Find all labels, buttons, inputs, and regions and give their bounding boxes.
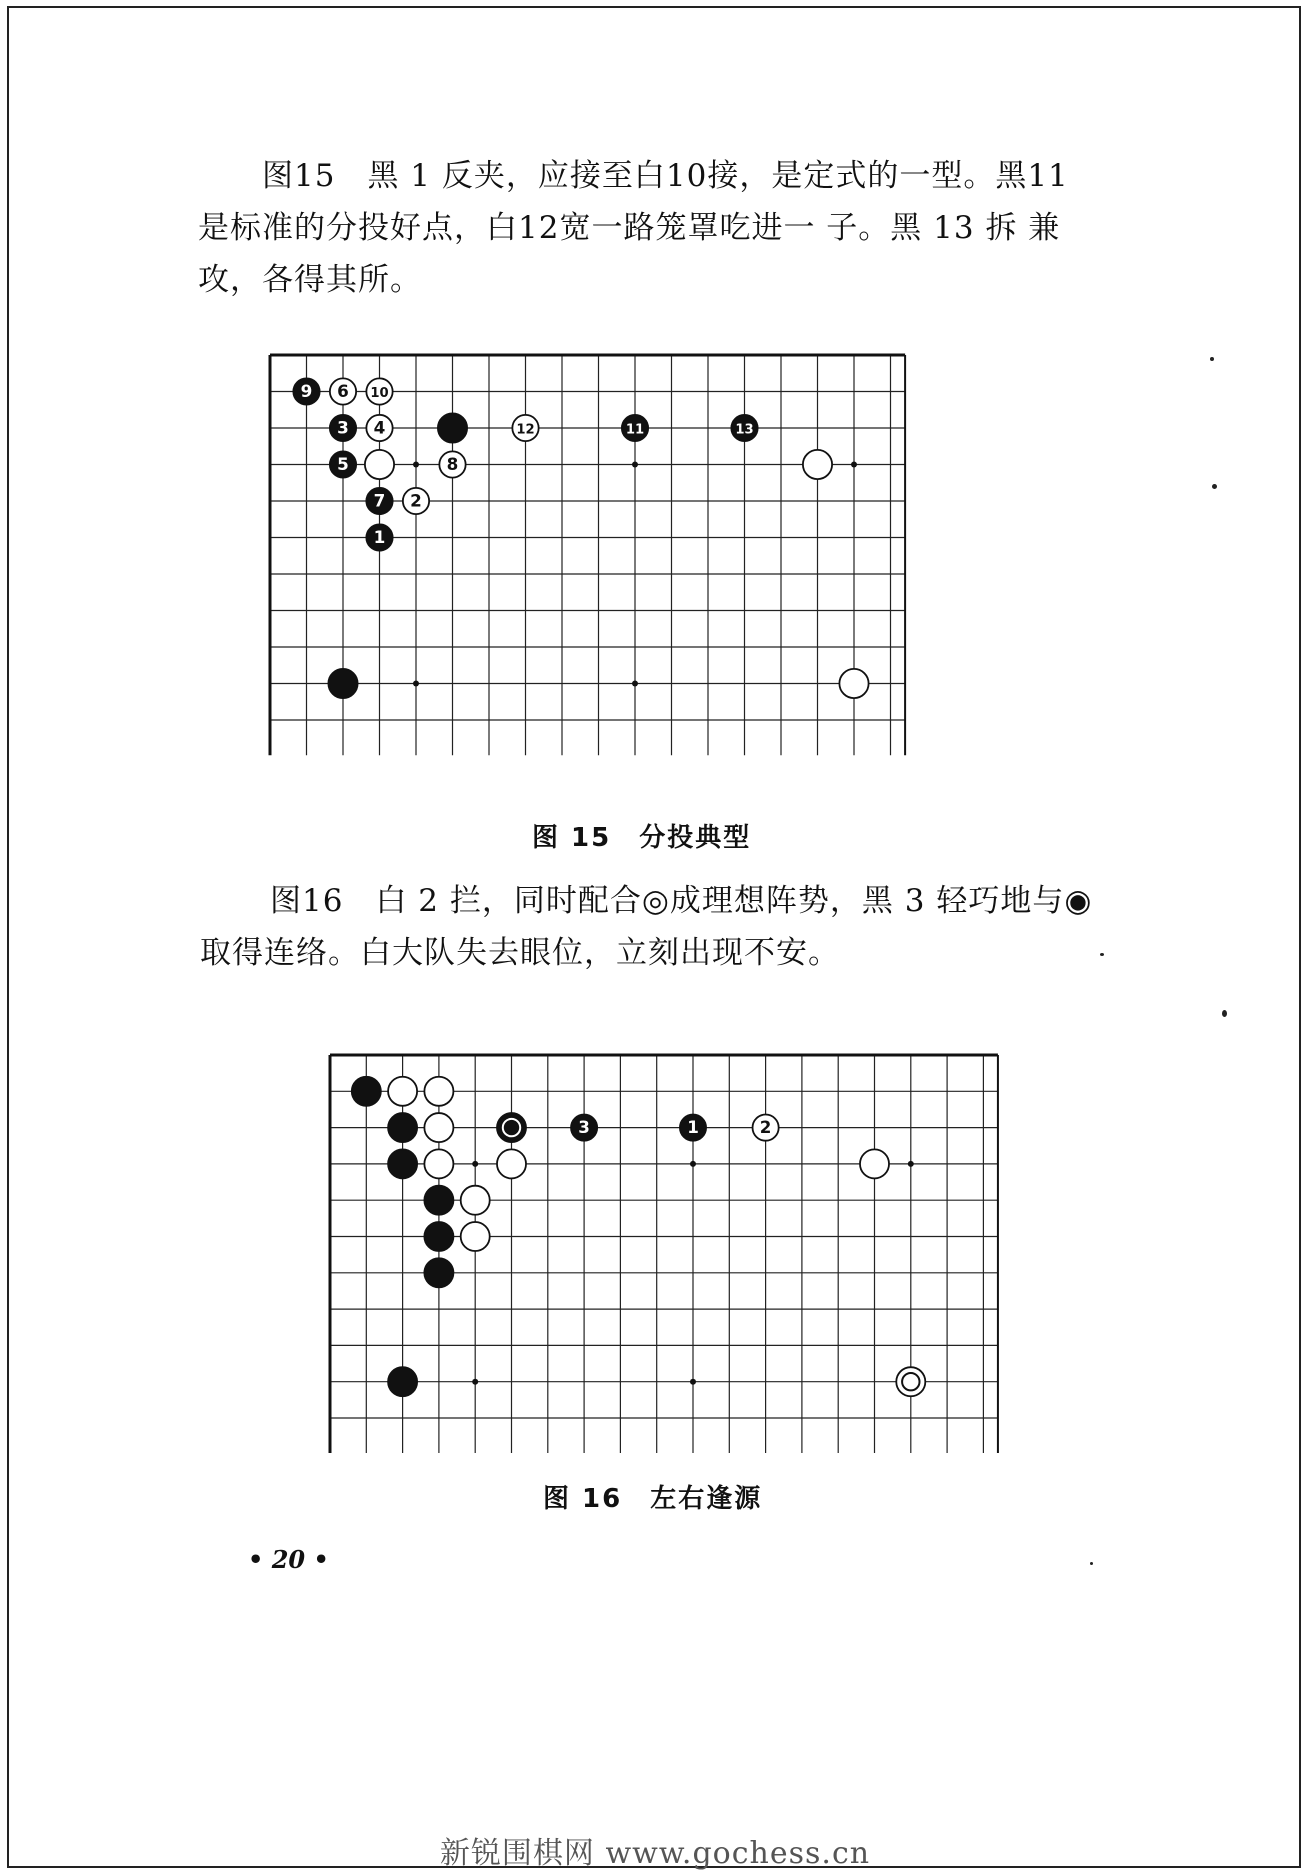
white-stone [366, 415, 392, 441]
white-stone [365, 450, 394, 479]
black-stone [424, 1186, 453, 1215]
footer-watermark: 新锐围棋网 www.gochess.cn [439, 1836, 871, 1871]
stone-label: 8 [446, 453, 459, 474]
paragraph-figure-15 [198, 150, 1069, 306]
white-stone [896, 1367, 925, 1396]
white-stone [388, 1077, 417, 1106]
black-stone [330, 415, 356, 441]
stone-label: 3 [578, 1118, 590, 1138]
black-stone [622, 415, 648, 441]
black-stone [328, 669, 357, 698]
white-stone [366, 378, 392, 404]
black-stone [388, 1367, 417, 1396]
caption-figure-16: 图 16 左右逢源 [543, 1484, 763, 1514]
black-stone [388, 1149, 417, 1178]
caption-figure-15: 图 15 分投典型 [532, 823, 752, 853]
black-stone [497, 1113, 526, 1142]
black-stone [352, 1077, 381, 1106]
star-point [632, 681, 638, 687]
stone-label: 1 [687, 1118, 699, 1138]
print-speck [1100, 953, 1104, 956]
stone-label: 12 [516, 422, 535, 438]
black-stone [424, 1258, 453, 1287]
black-stone [330, 451, 356, 477]
black-stone [293, 378, 319, 404]
black-stone [424, 1222, 453, 1251]
star-point [908, 1161, 914, 1167]
star-point [472, 1379, 478, 1385]
black-stone [366, 524, 392, 550]
para15-line3: 攻，各得其所。 [198, 262, 422, 298]
stone-label: 6 [337, 380, 349, 401]
stone-label: 2 [410, 490, 422, 511]
white-stone [803, 450, 832, 479]
para16-line2: 取得连络。白大队失去眼位，立刻出现不安。 [200, 935, 840, 971]
stone-label: 3 [337, 417, 349, 438]
para15-line2: 是标准的分投好点，白12宽一路笼罩吃进一 子。黑 13 拆 兼 [198, 210, 1061, 246]
white-stone [330, 378, 356, 404]
diagram-16 [330, 1055, 1020, 1455]
stone-label: 2 [759, 1118, 772, 1138]
diagram-15 [270, 355, 950, 755]
star-point [690, 1161, 696, 1167]
white-stone [424, 1149, 453, 1178]
white-stone [860, 1149, 889, 1178]
stone-label: 7 [373, 490, 386, 511]
white-stone [461, 1186, 490, 1215]
stone-label: 11 [625, 422, 645, 438]
black-stone [731, 415, 757, 441]
stone-label: 4 [373, 417, 386, 438]
star-point [851, 462, 857, 468]
page-number: • 20 • [248, 1545, 329, 1574]
black-stone [571, 1115, 597, 1141]
star-point [690, 1379, 696, 1385]
star-point [413, 681, 419, 687]
black-stone [438, 413, 467, 442]
star-point [632, 462, 638, 468]
star-point [413, 462, 419, 468]
white-stone [424, 1113, 453, 1142]
stone-label: 13 [735, 422, 754, 438]
stone-label: 5 [337, 453, 349, 474]
white-stone [497, 1149, 526, 1178]
print-speck [1210, 357, 1214, 361]
white-stone [424, 1077, 453, 1106]
black-stone [680, 1115, 706, 1141]
black-stone [388, 1113, 417, 1142]
print-speck [1090, 1562, 1093, 1565]
black-stone [366, 488, 392, 514]
para15-line1: 图15 黑 1 反夹，应接至白10接，是定式的一型。黑11 [262, 158, 1069, 194]
stone-label: 10 [370, 385, 389, 401]
star-point [472, 1161, 478, 1167]
white-stone [439, 451, 465, 477]
para16-line1: 图16 白 2 拦，同时配合◎成理想阵势，黑 3 轻巧地与◉ [270, 883, 1093, 919]
white-stone [753, 1115, 779, 1141]
white-stone [839, 669, 868, 698]
white-stone [512, 415, 538, 441]
white-stone [461, 1222, 490, 1251]
print-speck [1222, 1010, 1227, 1017]
paragraph-figure-16 [200, 875, 1092, 979]
stone-label: 9 [300, 380, 313, 401]
white-stone [403, 488, 429, 514]
print-speck [1212, 484, 1217, 489]
stone-label: 1 [373, 526, 386, 547]
